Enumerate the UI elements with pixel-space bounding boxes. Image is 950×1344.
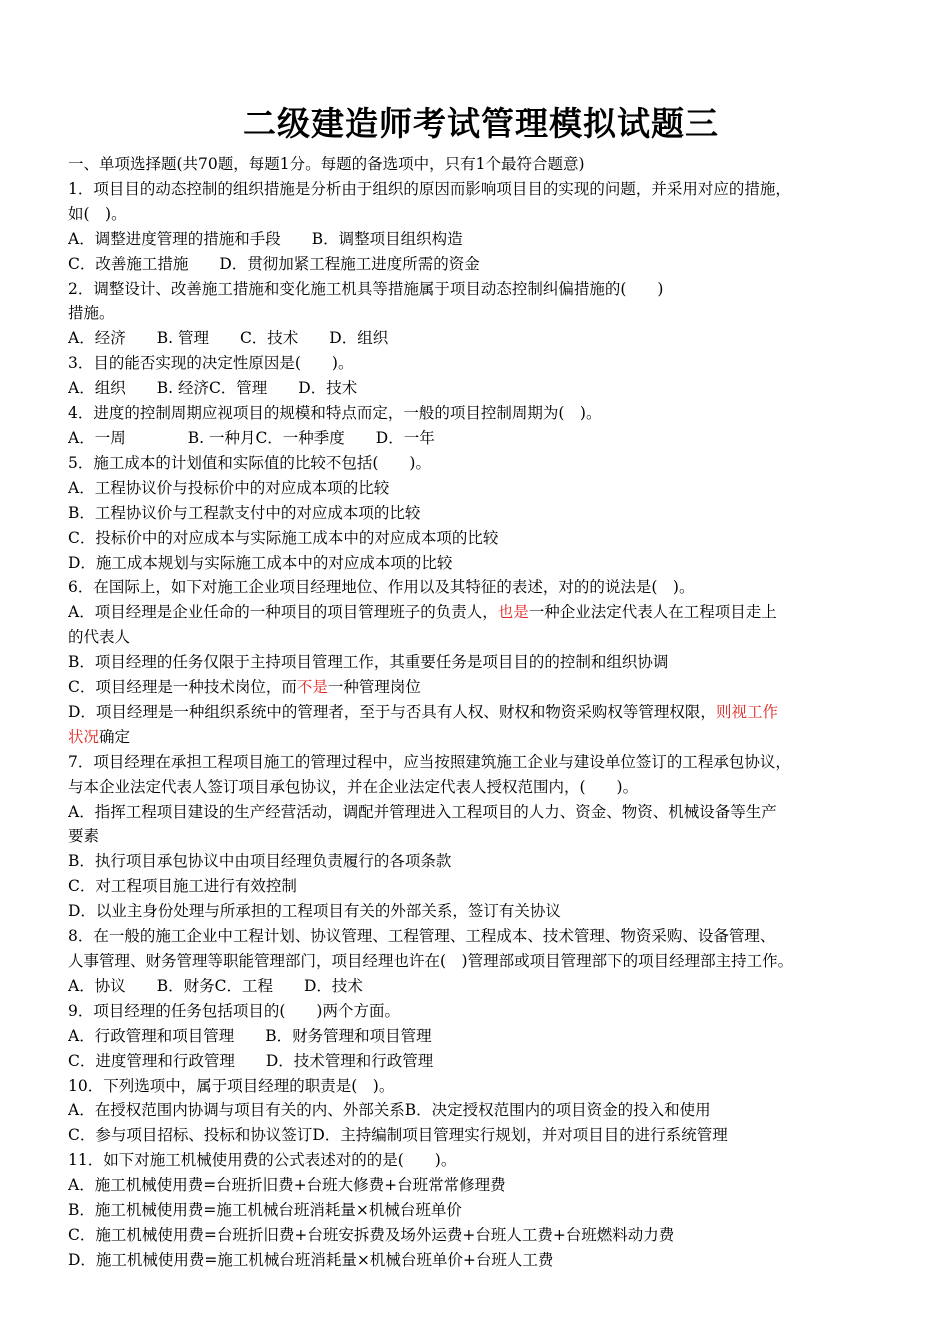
text-line: A．协议 B．财务C．工程 D．技术 [68, 976, 363, 995]
text-line: 人事管理、财务管理等职能管理部门，项目经理也许在( )管理部或项目管理部下的项目经理部主持工作。 [68, 952, 794, 970]
text-line: 11．如下对施工机械使用费的公式表述对的的是( )。 [68, 1151, 457, 1170]
q6d-highlight: 则视工作 [715, 702, 778, 721]
text-line: A．调整进度管理的措施和手段 B．调整项目组织构造 [68, 229, 463, 248]
q6c-highlight: 不是 [296, 678, 328, 697]
q6d-before: D．项目经理是一种组织系统中的管理者，至于与否具有人权、财权和物资采购权等管理权限， [68, 702, 716, 721]
text-line: C．投标价中的对应成本与实际施工成本中的对应成本项的比较 [68, 528, 499, 547]
text-line: A．经济 B. 管理 C．技术 D．组织 [68, 329, 389, 348]
q6d-after: 确定 [99, 727, 131, 746]
section-heading: 一、单项选择题(共70题，每题1分。每题的备选项中，只有1个最符合题意) [68, 155, 585, 173]
document-title: 二级建造师考试管理模拟试题三 [243, 104, 719, 143]
text-line: 如( )。 [68, 204, 127, 223]
q6d-highlight-2: 状况 [68, 727, 100, 746]
text-line: C．改善施工措施 D．贯彻加紧工程施工进度所需的资金 [68, 254, 480, 273]
text-line: A．在授权范围内协调与项目有关的内、外部关系B．决定授权范围内的项目资金的投入和使用 [68, 1101, 711, 1120]
text-line: D．施工机械使用费=施工机械台班消耗量×机械台班单价+台班人工费 [68, 1250, 554, 1269]
q6a-highlight: 也是 [497, 603, 529, 622]
text-line: 5．施工成本的计划值和实际值的比较不包括( )。 [68, 453, 431, 472]
text-line: 2．调整设计、改善施工措施和变化施工机具等措施属于项目动态控制纠偏措施的( ) [68, 279, 664, 298]
text-line: C．对工程项目施工进行有效控制 [68, 877, 297, 896]
text-line: D．施工成本规划与实际施工成本中的对应成本项的比较 [68, 553, 453, 572]
q6-option-a-cont: 的代表人 [68, 628, 131, 647]
text-line: 9．项目经理的任务包括项目的( )两个方面。 [68, 1001, 400, 1020]
q6-option-c [68, 675, 894, 700]
q6c-before: C．项目经理是一种技术岗位，而 [68, 678, 297, 697]
text-line: A．施工机械使用费=台班折旧费+台班大修费+台班常常修理费 [68, 1176, 506, 1195]
text-line: B．施工机械使用费=施工机械台班消耗量×机械台班单价 [68, 1201, 462, 1220]
text-line: 4．进度的控制周期应视项目的规模和特点而定，一般的项目控制周期为( )。 [68, 404, 602, 423]
text-line: 措施。 [68, 304, 115, 323]
text-line: A．指挥工程项目建设的生产经营活动，调配并管理进入工程项目的人力、资金、物资、机械设备等生产 [68, 802, 777, 821]
text-line: A．工程协议价与投标价中的对应成本项的比较 [68, 478, 390, 497]
q6-option-b: B．项目经理的任务仅限于主持项目管理工作，其重要任务是项目目的的控制和组织协调 [68, 653, 669, 672]
q6-option-d-cont [68, 725, 894, 750]
text-line: B．工程协议价与工程款支付中的对应成本项的比较 [68, 503, 421, 522]
text-line: 8．在一般的施工企业中工程计划、协议管理、工程管理、工程成本、技术管理、物资采购、设备管理、 [68, 927, 776, 946]
text-line: C．参与项目招标、投标和协议签订D．主持编制项目管理实行规划，并对项目目的进行系统管理 [68, 1126, 728, 1145]
text-line: 1．项目目的动态控制的组织措施是分析由于组织的原因而影响项目目的实现的问题，并采用对应的措施， [68, 179, 791, 198]
text-line: A．组织 B. 经济C．管理 D．技术 [68, 379, 358, 398]
text-line: A．一周 B. 一种月C．一种季度 D．一年 [68, 428, 435, 447]
text-line: A．行政管理和项目管理 B．财务管理和项目管理 [68, 1026, 432, 1045]
text-line: C．进度管理和行政管理 D．技术管理和行政管理 [68, 1051, 434, 1070]
text-line: 7．项目经理在承担工程项目施工的管理过程中，应当按照建筑施工企业与建设单位签订的工程承包协议， [68, 752, 791, 771]
q6a-before: A．项目经理是企业任命的一种项目的项目管理班子的负责人， [68, 603, 498, 622]
text-line: D．以业主身份处理与所承担的工程项目有关的外部关系，签订有关协议 [68, 902, 561, 921]
text-line: 与本企业法定代表人签订项目承包协议，并在企业法定代表人授权范围内，( )。 [68, 777, 639, 796]
q6a-after: 一种企业法定代表人在工程项目走上 [528, 603, 777, 622]
document-page [68, 96, 894, 1273]
q6-option-a [68, 600, 894, 625]
q6c-after: 一种管理岗位 [327, 678, 421, 697]
text-line: B．执行项目承包协议中由项目经理负责履行的各项条款 [68, 852, 452, 871]
text-line: 要素 [68, 827, 100, 846]
text-line: 10．下列选项中，属于项目经理的职责是( )。 [68, 1076, 395, 1095]
text-line: 6．在国际上，如下对施工企业项目经理地位、作用以及其特征的表述，对的的说法是( )。 [68, 578, 695, 597]
q6-option-d [68, 700, 894, 725]
text-line: C．施工机械使用费=台班折旧费+台班安拆费及场外运费+台班人工费+台班燃料动力费 [68, 1225, 675, 1244]
text-line: 3．目的能否实现的决定性原因是( )。 [68, 354, 354, 373]
